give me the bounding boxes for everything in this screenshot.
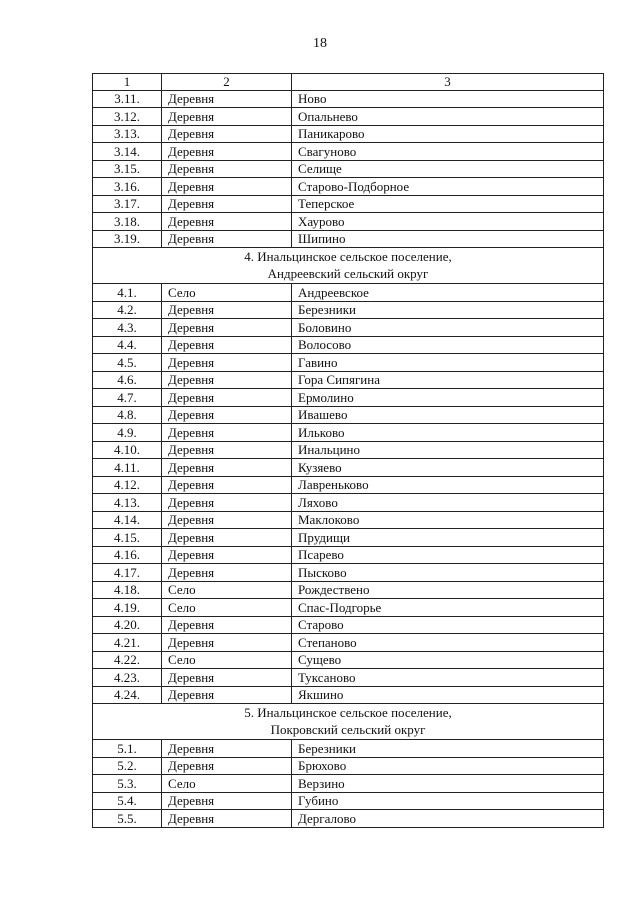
settlement-type: Деревня [162, 792, 292, 810]
table-row [93, 406, 604, 424]
settlement-number: 4.9. [93, 424, 162, 442]
settlement-name: Гора Сипягина [292, 371, 604, 389]
table-row [93, 581, 604, 599]
settlement-type: Деревня [162, 213, 292, 231]
settlement-number: 4.16. [93, 546, 162, 564]
settlement-name: Ермолино [292, 389, 604, 407]
settlement-type: Село [162, 651, 292, 669]
settlement-name: Дергалово [292, 810, 604, 828]
settlement-type: Деревня [162, 389, 292, 407]
settlement-number: 4.14. [93, 511, 162, 529]
settlement-number: 4.10. [93, 441, 162, 459]
settlement-type: Деревня [162, 669, 292, 687]
table-row [93, 669, 604, 687]
settlement-type: Деревня [162, 195, 292, 213]
table-row [93, 546, 604, 564]
settlement-number: 4.6. [93, 371, 162, 389]
settlement-type: Село [162, 775, 292, 793]
table-row [93, 757, 604, 775]
settlement-number: 3.12. [93, 108, 162, 126]
settlement-number: 4.7. [93, 389, 162, 407]
section-title-line: 5. Инальцинское сельское поселение, [244, 705, 452, 720]
settlement-number: 4.5. [93, 354, 162, 372]
settlement-name: Туксаново [292, 669, 604, 687]
table-row [93, 529, 604, 547]
settlement-name: Теперское [292, 195, 604, 213]
settlement-name: Паникарово [292, 125, 604, 143]
table-row [93, 564, 604, 582]
settlement-name: Прудищи [292, 529, 604, 547]
table-row [93, 792, 604, 810]
settlement-number: 4.24. [93, 686, 162, 704]
settlement-type: Деревня [162, 634, 292, 652]
settlement-type: Село [162, 284, 292, 302]
settlement-name: Якшино [292, 686, 604, 704]
table-body [93, 74, 604, 828]
settlement-type: Деревня [162, 740, 292, 758]
section-title [93, 704, 604, 740]
settlement-name: Андреевское [292, 284, 604, 302]
settlement-number: 4.17. [93, 564, 162, 582]
settlement-name: Маклоково [292, 511, 604, 529]
settlement-type: Деревня [162, 441, 292, 459]
settlement-number: 4.13. [93, 494, 162, 512]
settlement-name: Рождествено [292, 581, 604, 599]
settlement-type: Деревня [162, 406, 292, 424]
settlement-type: Деревня [162, 354, 292, 372]
section-header-row [93, 704, 604, 740]
settlement-type: Деревня [162, 108, 292, 126]
settlement-name: Опальнево [292, 108, 604, 126]
settlement-name: Спас-Подгорье [292, 599, 604, 617]
settlement-number: 4.15. [93, 529, 162, 547]
table-row [93, 178, 604, 196]
settlement-number: 3.19. [93, 230, 162, 248]
table-row [93, 160, 604, 178]
settlement-name: Кузяево [292, 459, 604, 477]
settlement-name: Старово-Подборное [292, 178, 604, 196]
table-row [93, 230, 604, 248]
settlement-name: Ивашево [292, 406, 604, 424]
table-row [93, 143, 604, 161]
settlement-type: Деревня [162, 90, 292, 108]
column-header-type: 2 [162, 74, 292, 91]
settlement-number: 3.15. [93, 160, 162, 178]
settlement-name: Шипино [292, 230, 604, 248]
settlement-number: 4.18. [93, 581, 162, 599]
table-row [93, 775, 604, 793]
section-title-line: Покровский сельский округ [270, 721, 426, 737]
table-row [93, 125, 604, 143]
settlement-name: Степаново [292, 634, 604, 652]
table-row [93, 424, 604, 442]
settlement-name: Старово [292, 616, 604, 634]
settlement-name: Пысково [292, 564, 604, 582]
settlement-name: Инальцино [292, 441, 604, 459]
settlement-name: Селище [292, 160, 604, 178]
settlement-number: 4.21. [93, 634, 162, 652]
table-row [93, 686, 604, 704]
settlement-number: 4.2. [93, 301, 162, 319]
settlement-name: Гавино [292, 354, 604, 372]
table-row [93, 511, 604, 529]
table-row [93, 354, 604, 372]
settlement-name: Лавреньково [292, 476, 604, 494]
table-row [93, 494, 604, 512]
settlement-type: Деревня [162, 459, 292, 477]
table-row [93, 371, 604, 389]
settlement-number: 4.11. [93, 459, 162, 477]
settlement-name: Губино [292, 792, 604, 810]
table-row [93, 634, 604, 652]
table-row [93, 213, 604, 231]
settlement-name: Верзино [292, 775, 604, 793]
page-number: 18 [313, 36, 327, 51]
table-row [93, 441, 604, 459]
settlement-number: 4.4. [93, 336, 162, 354]
column-header-number: 1 [93, 74, 162, 91]
settlement-name: Хаурово [292, 213, 604, 231]
table-row [93, 284, 604, 302]
table-row [93, 90, 604, 108]
table-row [93, 301, 604, 319]
table-row [93, 389, 604, 407]
settlement-number: 3.14. [93, 143, 162, 161]
settlement-number: 4.12. [93, 476, 162, 494]
section-title [93, 248, 604, 284]
table-row [93, 476, 604, 494]
settlement-type: Деревня [162, 424, 292, 442]
table-row [93, 195, 604, 213]
settlement-type: Село [162, 581, 292, 599]
settlement-type: Деревня [162, 511, 292, 529]
settlement-name: Псарево [292, 546, 604, 564]
settlement-type: Деревня [162, 319, 292, 337]
settlement-number: 4.1. [93, 284, 162, 302]
settlement-type: Деревня [162, 143, 292, 161]
settlement-name: Волосово [292, 336, 604, 354]
settlement-number: 4.20. [93, 616, 162, 634]
settlement-name: Боловино [292, 319, 604, 337]
settlement-number: 4.8. [93, 406, 162, 424]
column-header-name: 3 [292, 74, 604, 91]
settlement-number: 5.2. [93, 757, 162, 775]
settlement-type: Деревня [162, 371, 292, 389]
section-header-row [93, 248, 604, 284]
settlement-name: Свагуново [292, 143, 604, 161]
table-row [93, 651, 604, 669]
table-row [93, 459, 604, 477]
table-row [93, 319, 604, 337]
settlement-type: Деревня [162, 686, 292, 704]
settlement-number: 4.3. [93, 319, 162, 337]
settlement-type: Село [162, 599, 292, 617]
settlement-type: Деревня [162, 529, 292, 547]
settlement-number: 3.11. [93, 90, 162, 108]
settlement-type: Деревня [162, 336, 292, 354]
table-row [93, 740, 604, 758]
settlement-number: 5.5. [93, 810, 162, 828]
section-title-line: Андреевский сельский округ [267, 265, 429, 281]
settlement-number: 3.16. [93, 178, 162, 196]
settlement-type: Деревня [162, 616, 292, 634]
settlement-name: Березники [292, 301, 604, 319]
settlement-type: Деревня [162, 476, 292, 494]
settlement-number: 4.22. [93, 651, 162, 669]
settlement-name: Ново [292, 90, 604, 108]
settlement-name: Ильково [292, 424, 604, 442]
table-row [93, 336, 604, 354]
table-header-row [93, 74, 604, 91]
settlement-number: 4.19. [93, 599, 162, 617]
settlement-type: Деревня [162, 564, 292, 582]
settlement-number: 3.17. [93, 195, 162, 213]
settlement-number: 4.23. [93, 669, 162, 687]
settlement-type: Деревня [162, 125, 292, 143]
section-title-line: 4. Инальцинское сельское поселение, [244, 249, 452, 264]
table-row [93, 599, 604, 617]
settlement-name: Брюхово [292, 757, 604, 775]
table-row [93, 108, 604, 126]
settlement-number: 5.1. [93, 740, 162, 758]
settlement-number: 3.13. [93, 125, 162, 143]
table-row [93, 810, 604, 828]
settlement-number: 3.18. [93, 213, 162, 231]
settlement-type: Деревня [162, 178, 292, 196]
table-row [93, 616, 604, 634]
settlement-type: Деревня [162, 160, 292, 178]
settlement-type: Деревня [162, 546, 292, 564]
settlements-table [92, 73, 604, 828]
settlement-type: Деревня [162, 301, 292, 319]
settlement-name: Березники [292, 740, 604, 758]
settlement-name: Ляхово [292, 494, 604, 512]
settlement-type: Деревня [162, 230, 292, 248]
settlement-type: Деревня [162, 810, 292, 828]
settlement-type: Деревня [162, 494, 292, 512]
settlement-number: 5.3. [93, 775, 162, 793]
settlement-number: 5.4. [93, 792, 162, 810]
settlement-type: Деревня [162, 757, 292, 775]
settlement-name: Сущево [292, 651, 604, 669]
